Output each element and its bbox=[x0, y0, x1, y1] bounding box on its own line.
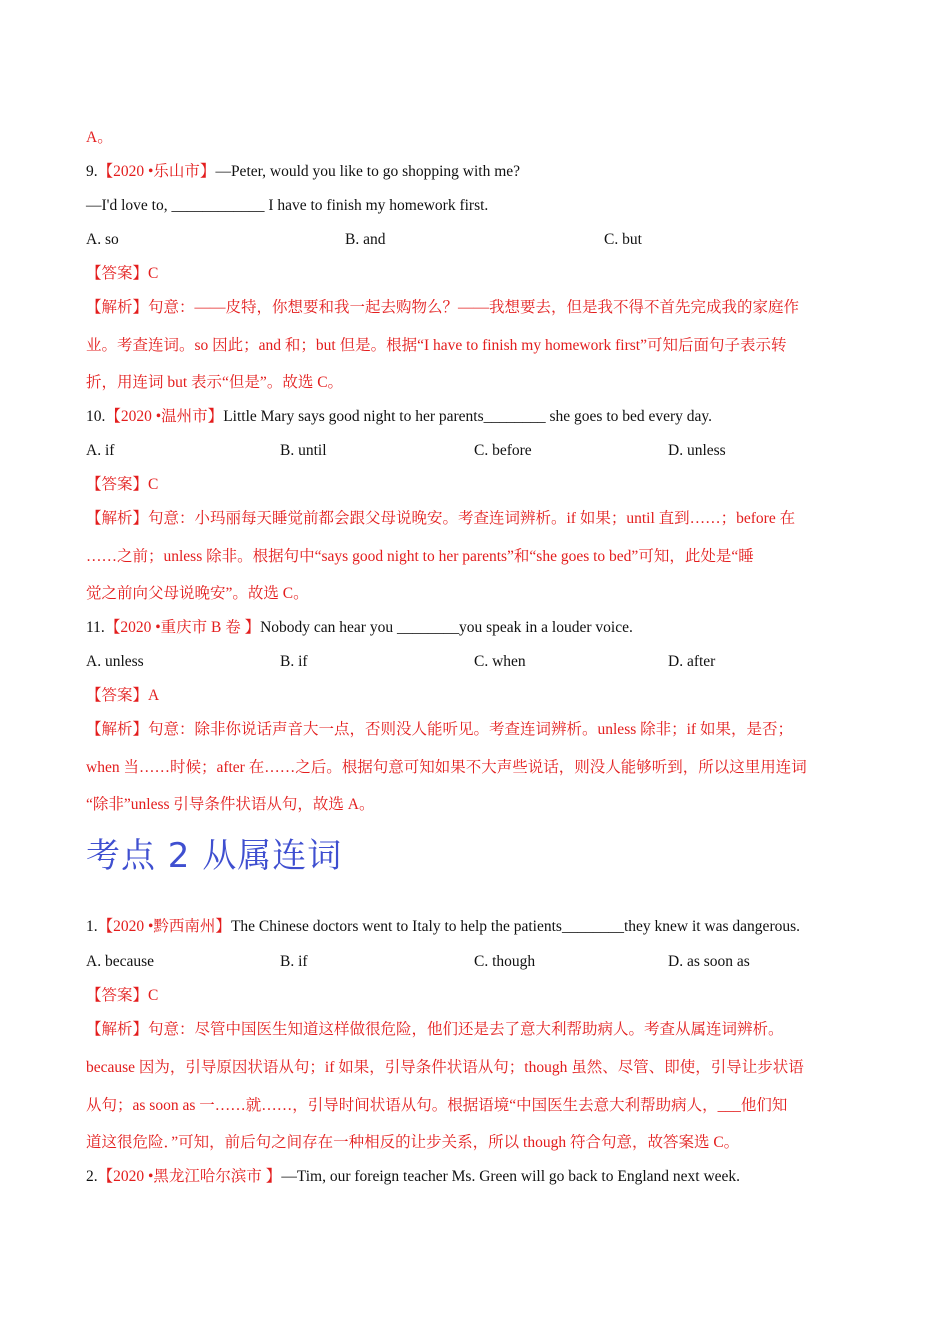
question-text: —Peter, would you like to go shopping with me? bbox=[215, 163, 521, 180]
question-9-stem bbox=[86, 162, 520, 182]
option-a: A. so bbox=[86, 231, 119, 248]
explanation-line: 业。考查连词。so 因此；and 和；but 但是。根据“I have to finish my homework first”可知后面句子表示转 bbox=[86, 337, 787, 354]
question-number: 9. bbox=[86, 163, 98, 180]
option-c: C. when bbox=[474, 653, 526, 670]
option-d: D. as soon as bbox=[668, 953, 750, 970]
question-9-line2: —I'd love to, ____________ I have to finish my homework first. bbox=[86, 197, 489, 214]
option-b: B. if bbox=[280, 953, 308, 970]
option-c: C. though bbox=[474, 953, 536, 970]
explanation-line: 道这很危险．”可知，前后句之间存在一种相反的让步关系，所以 though 符合句意，故答案选 C。 bbox=[86, 1134, 740, 1151]
answer-label: 【答案】C bbox=[86, 987, 159, 1004]
explanation-line: 【解析】句意：尽管中国医生知道这样做很危险，他们还是去了意大利帮助病人。考查从属连词辨析。 bbox=[86, 1021, 784, 1038]
s2-question-2-stem bbox=[86, 1167, 740, 1187]
question-number: 1. bbox=[86, 918, 98, 935]
question-text: Little Mary says good night to her parents________ she goes to bed every day. bbox=[223, 408, 713, 425]
answer-label: 【答案】C bbox=[86, 476, 159, 493]
explanation-line: when 当……时候；after 在……之后。根据句意可知如果不大声些说话，则没人能够听到，所以这里用连词 bbox=[86, 759, 807, 776]
question-text: —Tim, our foreign teacher Ms. Green will go back to England next week. bbox=[281, 1168, 741, 1185]
option-d: D. after bbox=[668, 653, 716, 670]
explanation-line: 【解析】句意：除非你说话声音大一点，否则没人能听见。考查连词辨析。unless 除非；if 如果，是否； bbox=[86, 721, 793, 738]
option-b: B. if bbox=[280, 653, 308, 670]
explanation-line: 觉之前向父母说晚安”。故选 C。 bbox=[86, 585, 309, 602]
option-a: A. because bbox=[86, 953, 154, 970]
source-tag: 【2020 •黔西南州】 bbox=[97, 918, 231, 935]
question-number: 10. bbox=[86, 408, 106, 425]
explanation-line: 【解析】句意：——皮特，你想要和我一起去购物么？——我想要去，但是我不得不首先完成我的家庭作 bbox=[86, 299, 800, 316]
source-tag: 【2020 •乐山市】 bbox=[97, 163, 216, 180]
option-c: C. before bbox=[474, 442, 532, 459]
explanation-line: ……之前；unless 除非。根据句中“says good night to her parents”和“she goes to bed”可知，此处是“睡 bbox=[86, 548, 754, 565]
explanation-line: 【解析】句意：小玛丽每天睡觉前都会跟父母说晚安。考查连词辨析。if 如果；until 直到……；before 在 bbox=[86, 510, 796, 527]
source-tag: 【2020 •重庆市 B 卷 】 bbox=[104, 619, 261, 636]
source-tag: 【2020 •温州市】 bbox=[105, 408, 224, 425]
question-number: 2. bbox=[86, 1168, 98, 1185]
question-number: 11. bbox=[86, 619, 105, 636]
explanation-line: 从句；as soon as 一……就……，引导时间状语从句。根据语境“中国医生去意大利帮助病人，___他们知 bbox=[86, 1097, 788, 1114]
explanation-line: because 因为，引导原因状语从句；if 如果，引导条件状语从句；though 虽然、尽管、即使，引导让步状语 bbox=[86, 1059, 804, 1076]
section-heading: 考点 2 从属连词 bbox=[86, 836, 343, 876]
question-10-stem bbox=[86, 407, 712, 427]
question-text: The Chinese doctors went to Italy to help the patients________they knew it was dangerous. bbox=[230, 918, 801, 935]
question-11-stem bbox=[86, 618, 633, 638]
option-b: B. and bbox=[345, 231, 386, 248]
s2-question-1-stem bbox=[86, 917, 800, 937]
prev-answer-tail: A。 bbox=[86, 129, 113, 146]
option-a: A. if bbox=[86, 442, 115, 459]
source-tag: 【2020 •黑龙江哈尔滨市 】 bbox=[97, 1168, 282, 1185]
answer-label: 【答案】A bbox=[86, 687, 160, 704]
explanation-line: 折，用连词 but 表示“但是”。故选 C。 bbox=[86, 374, 344, 391]
answer-label: 【答案】C bbox=[86, 265, 159, 282]
option-d: D. unless bbox=[668, 442, 726, 459]
question-text: Nobody can hear you ________you speak in a louder voice. bbox=[260, 619, 633, 636]
option-b: B. until bbox=[280, 442, 327, 459]
explanation-line: “除非”unless 引导条件状语从句，故选 A。 bbox=[86, 796, 375, 813]
option-c: C. but bbox=[604, 231, 642, 248]
option-a: A. unless bbox=[86, 653, 144, 670]
